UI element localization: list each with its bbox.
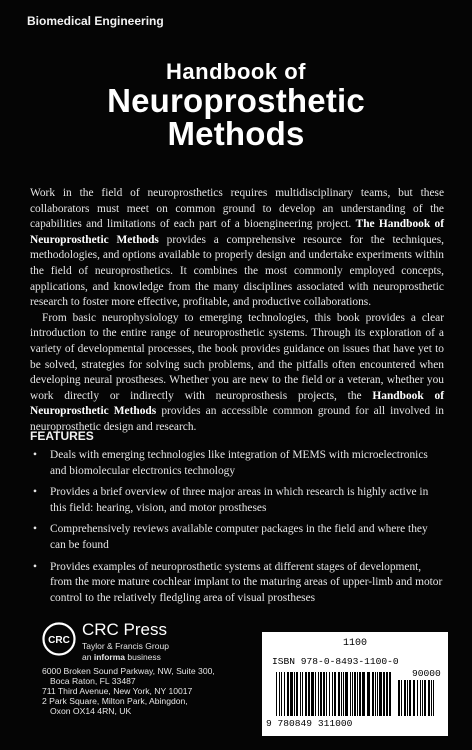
description-paragraph-1: Work in the field of neuroprosthetics requires multidisciplinary teams, but these collaborators must meet on common ground to develop an understanding of the capabilities and limitations of each part of a bioengineering project. The Handbook of Neuroprosthetic Methods provides a comprehensive resource for the techniques, methodologies, and options available to properly design and undertake experiments within the field of neuroprosthetics. It combines the most commonly employed concepts, applications, and knowledge from the many disciplines associated with neuroprosthetic research to foster more effective, profitable, and productive collaborations. [30, 187, 445, 309]
address-line: 2 Park Square, Milton Park, Abingdon, [42, 696, 188, 706]
crc-logo-text: CRC [48, 635, 70, 646]
feature-item: • Provides a brief overview of three major areas in which research is highly active in this field: hearing, vision, and motor prostheses [33, 486, 429, 514]
address-line: 711 Third Avenue, New York, NY 10017 [42, 686, 193, 696]
feature-item: • Comprehensively reviews available computer packages in the field and where they can be found [33, 523, 428, 551]
barcode-bars-icon [274, 672, 436, 718]
bullet-icon: • [33, 449, 37, 461]
crc-logo-icon [42, 622, 76, 656]
publisher-address [42, 666, 262, 716]
title-line-2: Neuroprosthetic [107, 82, 365, 119]
bullet-icon: • [33, 560, 37, 573]
features-list [30, 448, 444, 612]
description-paragraph-2: From basic neurophysiology to emerging technologies, this book provides a clear introduction to the entire range of neuroprosthetic systems. Through its exploration of a variety of developmental processes, the book provides guidance on issues that have yet to be solved, strategies for solving such problems, and the pitfalls often encountered when developing neural prostheses. Whether you are new to the field or a veteran, whether you work directly or indirectly with neuroprosthesis projects, the Handbook of Neuroprosthetic Methods provides an accessible common ground for all involved in neuroprosthetic design and research. [30, 311, 445, 433]
barcode-number: 9 780849 311000 [266, 718, 353, 729]
barcode-code: 1100 [342, 638, 367, 649]
title-line-1: Handbook of [166, 59, 306, 84]
bullet-icon: • [33, 523, 37, 536]
barcode-price: 90000 [412, 668, 441, 679]
feature-item: • Provides examples of neuroprosthetic systems at different stages of development, from the more mature cochlear implant to the maturing areas of upper-limb and motor control to the relatively fledgling area of visual prostheses [33, 560, 443, 604]
features-heading: FEATURES [30, 429, 94, 443]
bullet-icon: • [33, 486, 37, 499]
title-line-3: Methods [167, 115, 305, 152]
publisher-group: Taylor & Francis Group [82, 641, 169, 651]
feature-item: • Deals with emerging technologies like integration of MEMS with microelectronics and biomolecular electronics technology [33, 449, 428, 477]
series-label: Biomedical Engineering [27, 14, 164, 28]
address-line: Boca Raton, FL 33487 [50, 676, 136, 686]
address-line: 6000 Broken Sound Parkway, NW, Suite 300, [42, 666, 215, 676]
isbn-number: ISBN 978-0-8493-1100-0 [272, 656, 399, 667]
publisher-tagline: an informa business [82, 652, 161, 662]
book-title [0, 60, 472, 150]
isbn-barcode [262, 632, 448, 736]
address-line: Oxon OX14 4RN, UK [50, 706, 132, 716]
book-description [30, 186, 444, 436]
publisher-name: CRC Press [82, 620, 168, 639]
